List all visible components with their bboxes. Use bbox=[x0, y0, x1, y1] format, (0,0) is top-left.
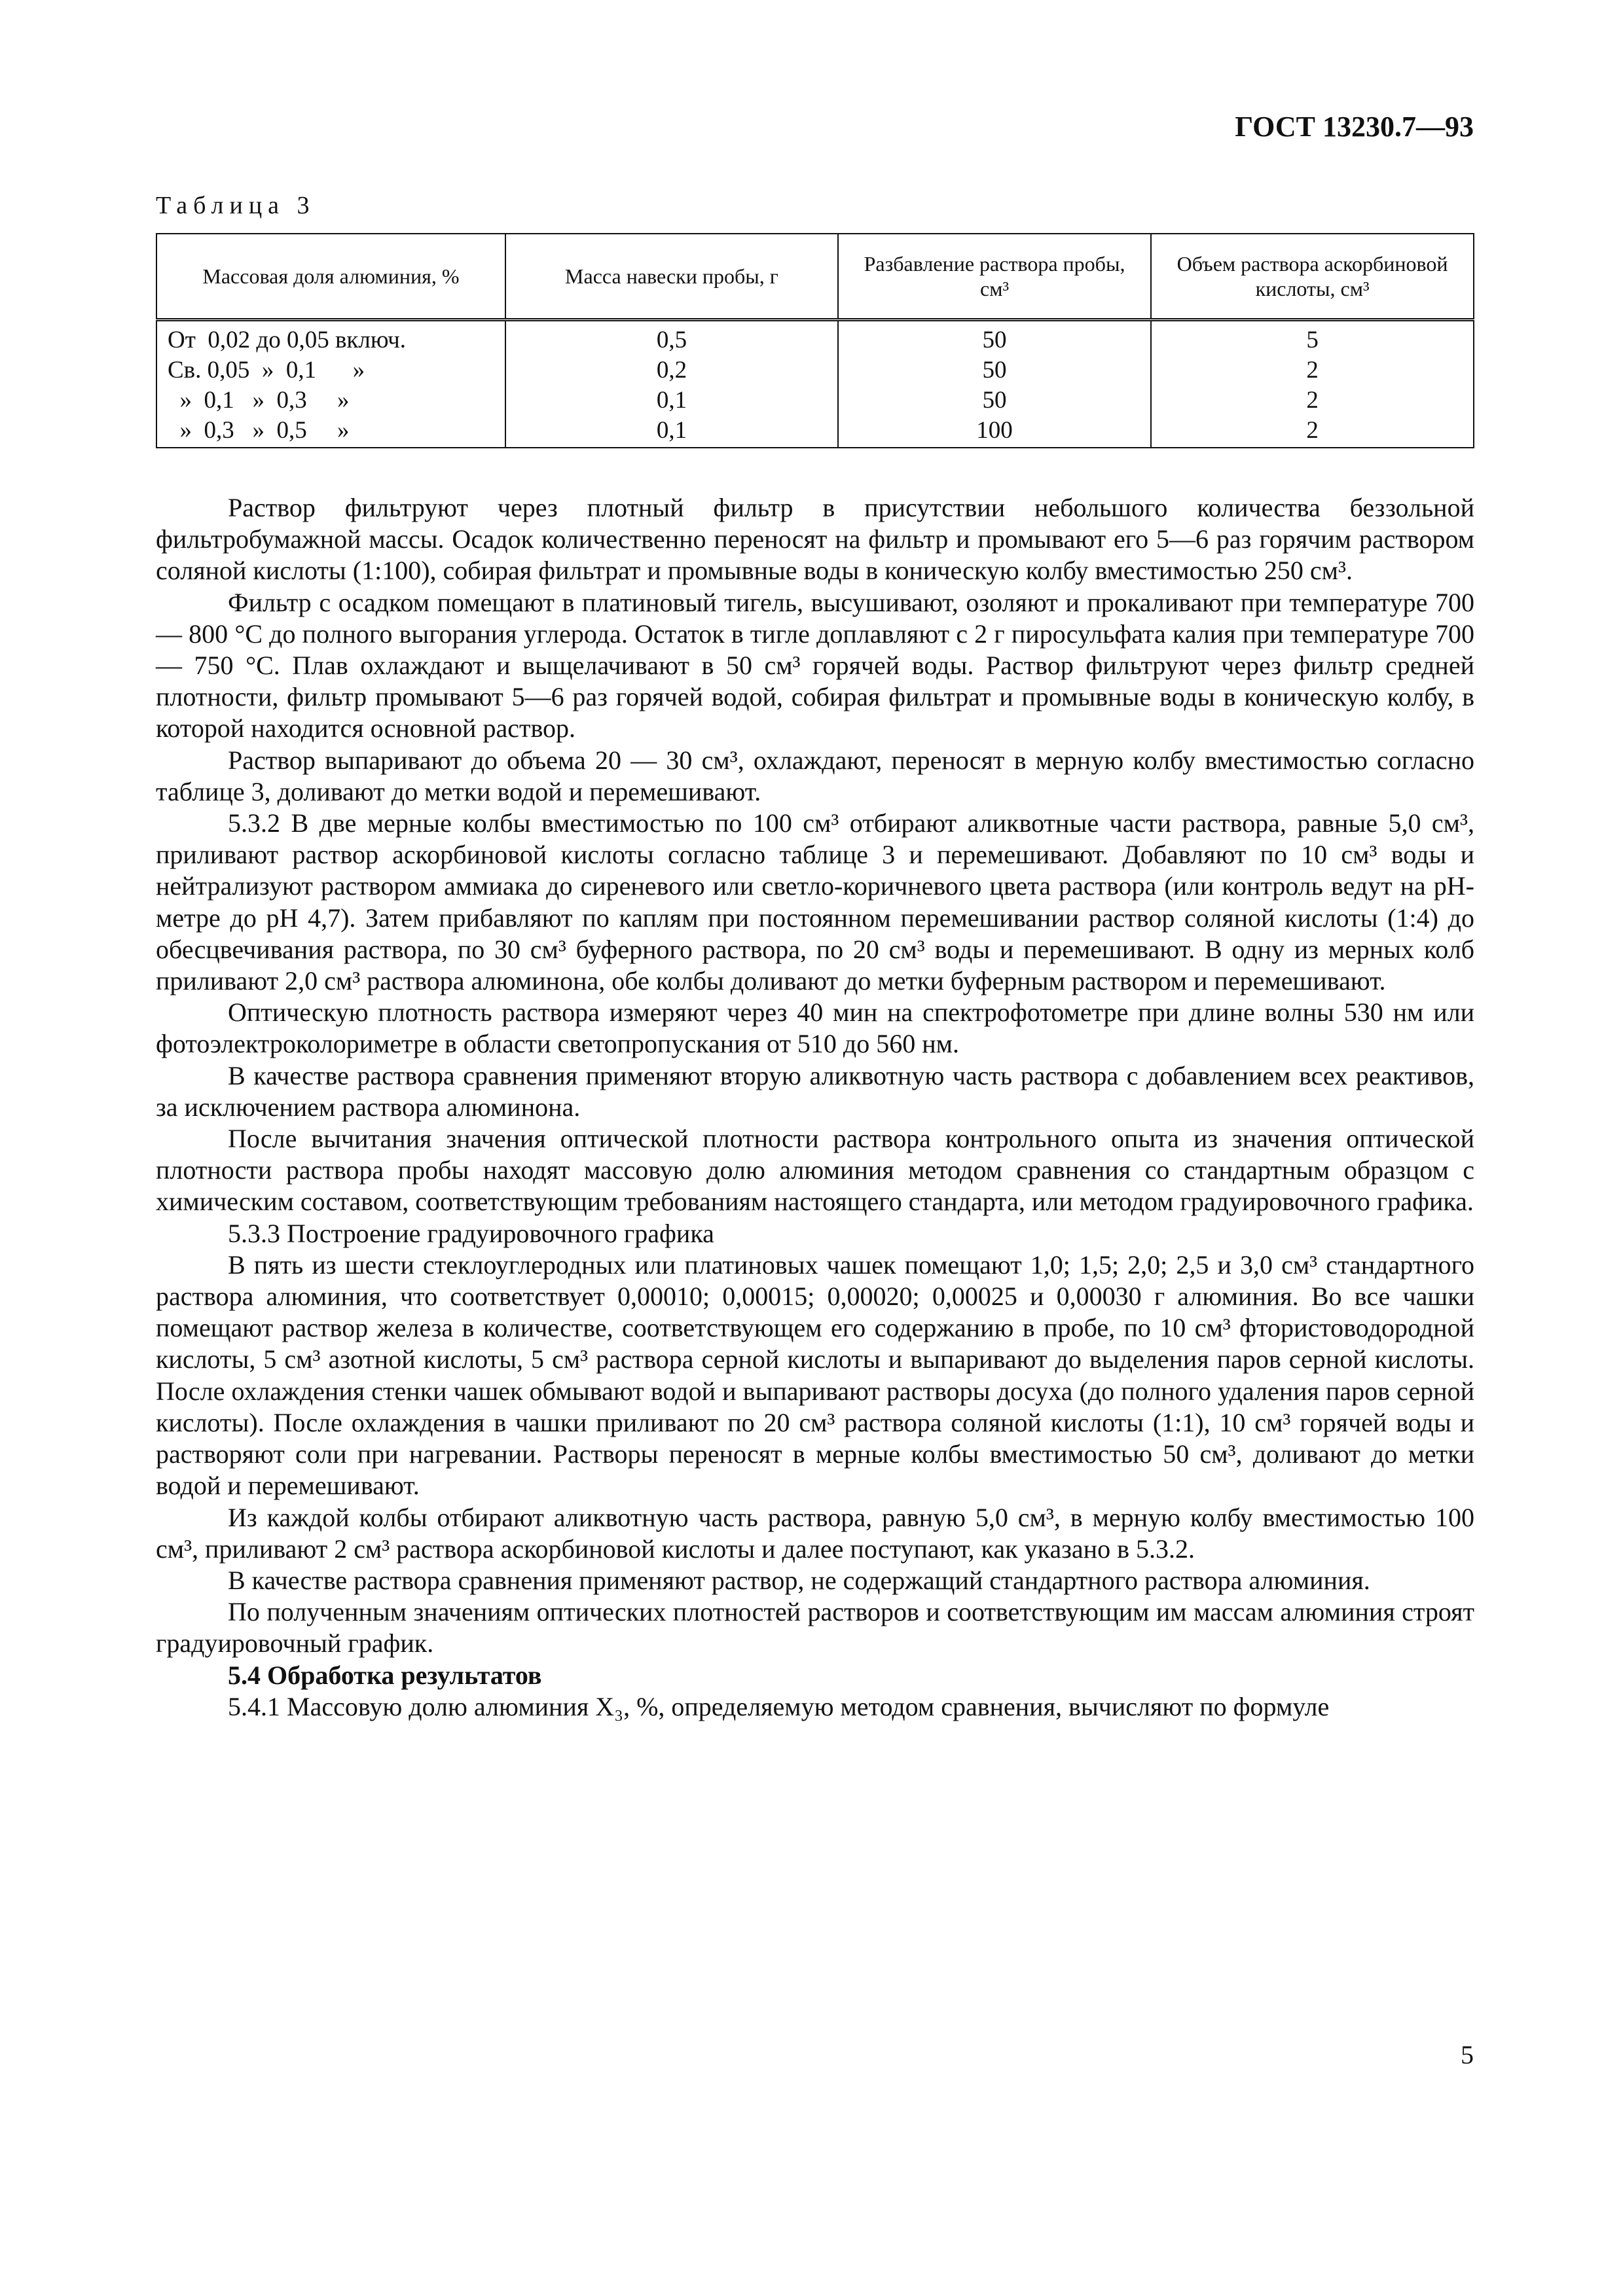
table-row bbox=[156, 387, 1474, 417]
paragraph: В качестве раствора сравнения применяют раствор, не содержащий стандартного раствора алюминия. bbox=[228, 1565, 1370, 1595]
paragraph: После вычитания значения оптической плотности раствора контрольного опыта из значения оптической плотности раствора пробы находят массовую долю алюминия методом сравнения со стандартным образцом с химическим составом, соответствующим требованиям настоящего стандарта, или методом градуировочного графика. bbox=[156, 1124, 1474, 1217]
table-row bbox=[156, 417, 1474, 448]
table-cell: 0,1 bbox=[505, 387, 838, 417]
paragraph: 5.3.2 В две мерные колбы вместимостью по 100 см³ отбирают аликвотные части раствора, равные 5,0 см³, приливают раствор аскорбиновой кислоты согласно таблице 3 и перемешивают. Добавляют по 10 см³ воды и нейтрализуют раствором аммиака до сиреневого или светло-коричневого цвета раствора (или контроль ведут на pH-метре до pH 4,7). Затем прибавляют по каплям при постоянном перемешивании раствор соляной кислоты (1:4) до обесцвечивания раствора, по 30 см³ буферного раствора, по 20 см³ воды и перемешивают. В одну из мерных колб приливают 2,0 см³ раствора алюминона, обе колбы доливают до метки буферным раствором и перемешивают. bbox=[156, 808, 1474, 996]
table-row bbox=[156, 320, 1474, 357]
document-code: ГОСТ 13230.7—93 bbox=[1235, 111, 1474, 143]
section-heading: 5.3.3 Построение градуировочного графика bbox=[228, 1218, 714, 1248]
paragraph: В пять из шести стеклоуглеродных или платиновых чашек помещают 1,0; 1,5; 2,0; 2,5 и 3,0 см³ стандартного раствора алюминия, что соответствует 0,00010; 0,00015; 0,00020; 0,00025 и 0,00030 г алюминия. Во все чашки помещают раствор железа в количестве, соответствующем его содержанию в пробе, по 10 см³ фтористоводородной кислоты, 5 см³ азотной кислоты, 5 см³ раствора серной кислоты и выпаривают до выделения паров серной кислоты. После охлаждения стенки чашек обмывают водой и выпаривают растворы досуха (до полного удаления паров серной кислоты). После охлаждения в чашки приливают по 20 см³ раствора соляной кислоты (1:1), 10 см³ горячей воды и растворяют соли при нагревании. Растворы переносят в мерные колбы вместимостью 50 см³, доливают до метки водой и перемешивают. bbox=[156, 1249, 1474, 1501]
table-cell: 0,2 bbox=[505, 357, 838, 387]
paragraph: Раствор фильтруют через плотный фильтр в присутствии небольшого количества беззольной фильтробумажной массы. Осадок количественно переносят на фильтр и промывают его 5—6 раз горячим раствором соляной кислоты (1:100), собирая фильтрат и промывные воды в коническую колбу вместимостью 250 см³. bbox=[156, 493, 1474, 586]
paragraph: Оптическую плотность раствора измеряют через 40 мин на спектрофотометре при длине волны 530 нм или фотоэлектроколориметре в области светопропускания от 510 до 560 нм. bbox=[156, 997, 1474, 1059]
table-cell: 100 bbox=[838, 417, 1151, 448]
table-header-row bbox=[156, 234, 1474, 320]
paragraph: По полученным значениям оптических плотностей растворов и соответствующим им массам алюминия строят градуировочный график. bbox=[156, 1597, 1474, 1659]
section-heading: 5.4 Обработка результатов bbox=[228, 1660, 542, 1690]
table-cell: » 0,3 » 0,5 » bbox=[156, 417, 505, 448]
document-body bbox=[156, 492, 1474, 1723]
table-cell: » 0,1 » 0,3 » bbox=[156, 387, 505, 417]
table-cell: 0,1 bbox=[505, 417, 838, 448]
table-row bbox=[156, 357, 1474, 387]
table-3 bbox=[156, 233, 1474, 448]
table-cell: 0,5 bbox=[505, 320, 838, 357]
paragraph: Из каждой колбы отбирают аликвотную часть раствора, равную 5,0 см³, в мерную колбу вместимостью 100 см³, приливают 2 см³ раствора аскорбиновой кислоты и далее поступают, как указано в 5.3.2. bbox=[156, 1502, 1474, 1564]
table-cell: 50 bbox=[838, 320, 1151, 357]
column-header: Массовая доля алюминия, % bbox=[156, 234, 505, 320]
paragraph: Раствор выпаривают до объема 20 — 30 см³, охлаждают, переносят в мерную колбу вместимостью согласно таблице 3, доливают до метки водой и перемешивают. bbox=[156, 745, 1474, 806]
column-header: Объем раствора аскорбиновой кислоты, см³ bbox=[1151, 234, 1474, 320]
column-header: Масса навески пробы, г bbox=[505, 234, 838, 320]
table-cell: 2 bbox=[1151, 357, 1474, 387]
table-cell: 2 bbox=[1151, 387, 1474, 417]
paragraph: 5.4.1 Массовую долю алюминия X₃, %, определяемую методом сравнения, вычисляют по формуле bbox=[228, 1691, 1330, 1721]
table-caption: Таблица 3 bbox=[156, 192, 316, 219]
table-cell: 5 bbox=[1151, 320, 1474, 357]
table-cell: Св. 0,05 » 0,1 » bbox=[156, 357, 505, 387]
paragraph: Фильтр с осадком помещают в платиновый тигель, высушивают, озоляют и прокаливают при температуре 700 — 800 °C до полного выгорания углерода. Остаток в тигле доплавляют с 2 г пиросульфата калия при температуре 700 — 750 °C. Плав охлаждают и выщелачивают в 50 см³ горячей воды. Раствор фильтруют через фильтр средней плотности, фильтр промывают 5—6 раз горячей водой, собирая фильтрат и промывные воды в коническую колбу, в которой находится основной раствор. bbox=[156, 587, 1474, 744]
table-cell: 2 bbox=[1151, 417, 1474, 448]
column-header: Разбавление раствора пробы, см³ bbox=[838, 234, 1151, 320]
table-cell: 50 bbox=[838, 357, 1151, 387]
table-cell: От 0,02 до 0,05 включ. bbox=[156, 320, 505, 357]
paragraph: В качестве раствора сравнения применяют вторую аликвотную часть раствора с добавлением всех реактивов, за исключением раствора алюминона. bbox=[156, 1060, 1474, 1122]
table-cell: 50 bbox=[838, 387, 1151, 417]
page-number: 5 bbox=[1461, 2040, 1474, 2070]
